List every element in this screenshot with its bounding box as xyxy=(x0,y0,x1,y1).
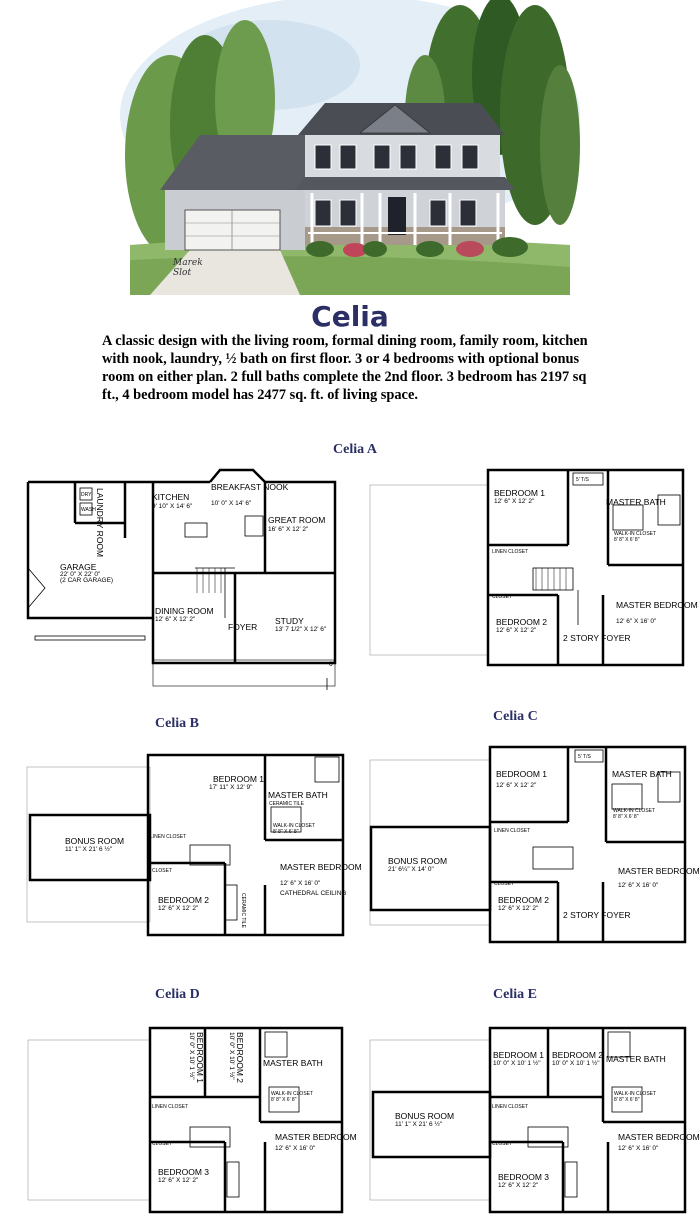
caption-celia-c: Celia C xyxy=(493,709,538,724)
bonus-room-label: BONUS ROOM xyxy=(388,856,448,866)
master-bath-label: MASTER BATH xyxy=(268,790,328,800)
ceramic-tile-label: CERAMIC TILE xyxy=(269,801,304,807)
foyer-label: FOYER xyxy=(228,622,258,632)
caption-celia-e: Celia E xyxy=(493,987,537,1002)
master-bath-label: MASTER BATH xyxy=(612,769,672,779)
linen-closet-label: LINEN CLOSET xyxy=(492,1104,529,1110)
tub-shower-label: 5' T/S xyxy=(576,477,589,483)
bonus-room-label: BONUS ROOM xyxy=(65,836,125,846)
study-label: STUDY xyxy=(275,616,304,626)
master-bedroom-label: MASTER BEDROOM xyxy=(616,600,698,610)
bedroom-1-dim: 10' 0" X 10' 1 ½" xyxy=(188,1032,195,1080)
bedroom-2-label: BEDROOM 2 xyxy=(498,895,550,905)
bonus-room-label: BONUS ROOM xyxy=(395,1111,455,1121)
master-bedroom-dim: 12' 6" X 16' 0" xyxy=(618,1145,659,1152)
dining-room-label: DINING ROOM xyxy=(155,606,214,616)
walk-in-closet-dim: 8' 8" X 6' 8" xyxy=(613,814,639,820)
two-story-foyer-label: 2 STORY FOYER xyxy=(563,910,631,920)
closet-label: CLOSET xyxy=(152,868,173,874)
walk-in-closet-dim: 8' 8" X 6' 8" xyxy=(271,1097,297,1103)
laundry-room-label: LAUNDRY ROOM xyxy=(95,488,105,558)
bedroom-2-dim: 12' 6" X 12' 2" xyxy=(158,905,199,912)
bath-tile-label: CERAMIC TILE xyxy=(240,893,246,928)
bedroom-2-dim: 12' 6" X 12' 2" xyxy=(498,905,539,912)
porch-dim: 6' xyxy=(329,661,334,668)
walk-in-closet-dim: 8' 8" X 6' 8" xyxy=(614,537,640,543)
master-bath-label: MASTER BATH xyxy=(606,497,666,507)
great-room-label: GREAT ROOM xyxy=(268,515,326,525)
caption-celia-a: Celia A xyxy=(333,442,377,457)
house-illustration xyxy=(130,5,570,295)
breakfast-nook-dim: 10' 0" X 14' 6" xyxy=(211,500,252,507)
celia-e-plan xyxy=(368,1022,700,1217)
bedroom-3-dim: 12' 6" X 12' 2" xyxy=(498,1182,539,1189)
master-bedroom-label: MASTER BEDROOM xyxy=(275,1132,357,1142)
bedroom-1-label: BEDROOM 1 xyxy=(195,1032,205,1084)
walk-in-closet-label: WALK-IN CLOSET xyxy=(613,808,656,814)
bedroom-2-label: BEDROOM 2 xyxy=(552,1050,604,1060)
master-bath-label: MASTER BATH xyxy=(263,1058,323,1068)
walk-in-closet-label: WALK-IN CLOSET xyxy=(614,531,657,537)
breakfast-nook-label: BREAKFAST NOOK xyxy=(211,482,289,492)
bedroom-3-dim: 12' 6" X 12' 2" xyxy=(158,1177,199,1184)
walk-in-closet-label: WALK-IN CLOSET xyxy=(271,1091,314,1097)
dryer-label: DRY xyxy=(81,492,92,498)
walk-in-closet-label: WALK-IN CLOSET xyxy=(614,1091,657,1097)
bedroom-1-label: BEDROOM 1 xyxy=(493,1050,545,1060)
caption-celia-b: Celia B xyxy=(155,716,199,731)
walk-in-closet-dim: 8' 8" X 6' 8" xyxy=(614,1097,640,1103)
closet-label: CLOSET xyxy=(152,1141,173,1147)
kitchen-label: KITCHEN xyxy=(152,492,190,502)
linen-closet-label: LINEN CLOSET xyxy=(152,1104,189,1110)
artist-signature: Marek Slot xyxy=(173,258,203,278)
caption-celia-d: Celia D xyxy=(155,987,200,1002)
bedroom-2-label: BEDROOM 2 xyxy=(235,1032,245,1084)
two-story-foyer-label: 2 STORY FOYER xyxy=(563,633,631,643)
closet-label: CLOSET xyxy=(492,594,513,600)
master-bedroom-label: MASTER BEDROOM xyxy=(618,1132,700,1142)
bedroom-2-dim: 10' 0" X 10' 1 ½" xyxy=(228,1032,235,1080)
linen-closet-label: LINEN CLOSET xyxy=(492,549,529,555)
tub-shower-label: 5' T/S xyxy=(578,754,591,760)
master-bedroom-label: MASTER BEDROOM xyxy=(280,862,362,872)
bedroom-1-dim: 12' 6" X 12' 2" xyxy=(496,782,537,789)
master-bedroom-dim: 12' 6" X 16' 0" xyxy=(280,880,321,887)
closet-label: CLOSET xyxy=(494,881,515,887)
master-bedroom-label: MASTER BEDROOM xyxy=(618,866,700,876)
bedroom-1-dim: 17' 11" X 12' 9" xyxy=(209,784,253,791)
linen-closet-label: LINEN CLOSET xyxy=(150,834,187,840)
bedroom-1-dim: 12' 6" X 12' 2" xyxy=(494,498,535,505)
celia-a-second-floor-plan xyxy=(368,465,698,670)
celia-c-plan xyxy=(368,742,700,947)
master-bedroom-dim: 12' 6" X 16' 0" xyxy=(616,618,657,625)
bedroom-2-label: BEDROOM 2 xyxy=(158,895,210,905)
bedroom-1-label: BEDROOM 1 xyxy=(494,488,546,498)
master-bath-label: MASTER BATH xyxy=(606,1054,666,1064)
bedroom-3-label: BEDROOM 3 xyxy=(498,1172,550,1182)
bedroom-3-label: BEDROOM 3 xyxy=(158,1167,210,1177)
kitchen-dim: 9' 10" X 14' 6" xyxy=(152,503,193,510)
study-dim: 13' 7 1/2" X 12' 6" xyxy=(275,626,327,633)
garage-note: (2 CAR GARAGE) xyxy=(60,577,114,584)
cathedral-ceiling-label: CATHEDRAL CEILING xyxy=(280,890,347,897)
bedroom-2-dim: 12' 6" X 12' 2" xyxy=(496,627,537,634)
celia-a-first-floor-plan xyxy=(25,468,350,693)
page-title: Celia xyxy=(311,300,389,333)
garage-label: GARAGE xyxy=(60,562,97,572)
bedroom-1-label: BEDROOM 1 xyxy=(213,774,265,784)
plan-description: A classic design with the living room, formal dining room, family room, kitchen with nook, laundry, ½ bath on first floor. 3 or 4 bedrooms with optional bonus room on either plan. 2 full baths complete the 2nd floor. 3 bedroom has 2197 sq ft., 4 bedroom model has 2477 sq. ft. of living space. xyxy=(102,333,588,403)
bedroom-1-dim: 10' 0" X 10' 1 ½" xyxy=(493,1060,541,1067)
dining-room-dim: 12' 6" X 12' 2" xyxy=(155,616,196,623)
bonus-room-dim: 21' 6¼" X 14' 0" xyxy=(388,866,434,873)
great-room-dim: 16' 6" X 12' 2" xyxy=(268,526,309,533)
master-bedroom-dim: 12' 6" X 16' 0" xyxy=(618,882,659,889)
master-bedroom-dim: 12' 6" X 16' 0" xyxy=(275,1145,316,1152)
celia-b-plan xyxy=(25,745,362,945)
walk-in-closet-dim: 8' 8" X 6' 8" xyxy=(273,829,299,835)
bedroom-2-dim: 10' 0" X 10' 1 ½" xyxy=(552,1060,600,1067)
washer-label: WASH xyxy=(81,507,96,513)
closet-label: CLOSET xyxy=(492,1141,513,1147)
bonus-room-dim: 11' 1" X 21' 6 ½" xyxy=(65,846,113,853)
bonus-room-dim: 11' 1" X 21' 6 ½" xyxy=(395,1121,443,1128)
celia-d-plan xyxy=(25,1022,357,1217)
bedroom-2-label: BEDROOM 2 xyxy=(496,617,548,627)
linen-closet-label: LINEN CLOSET xyxy=(494,828,531,834)
walk-in-closet-label: WALK-IN CLOSET xyxy=(273,823,316,829)
main-house xyxy=(295,103,515,245)
garage-dim: 22' 0" X 22' 0" xyxy=(60,571,101,578)
bedroom-1-label: BEDROOM 1 xyxy=(496,769,548,779)
